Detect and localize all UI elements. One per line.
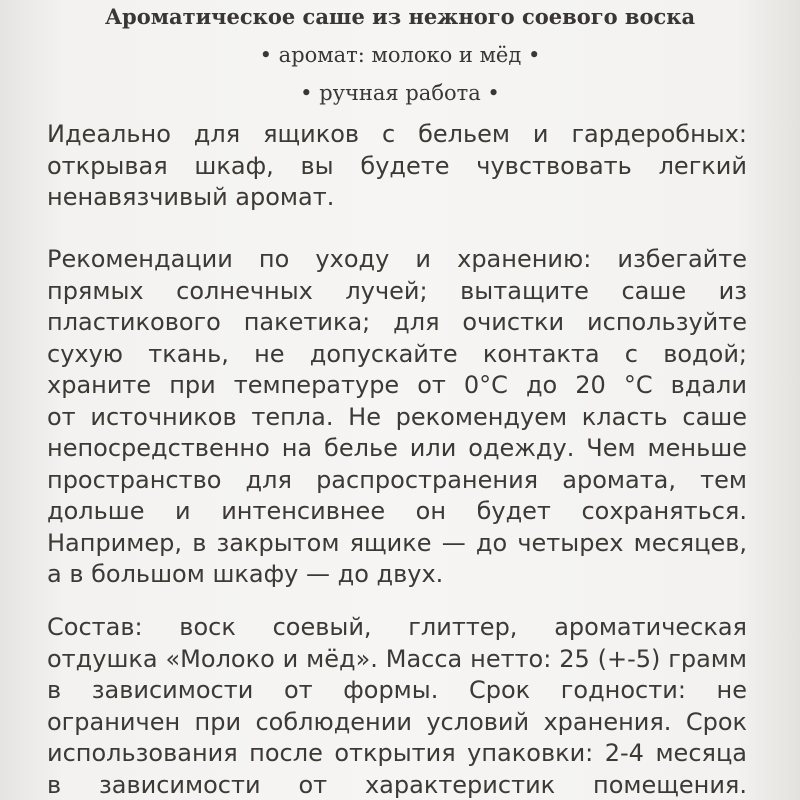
text-line: в зависимости от характеристик помещения.	[47, 770, 747, 799]
text-line: открывая шкаф, вы будете чувствовать легкий	[47, 151, 747, 180]
text-line: прямых солнечных лучей; вытащите саше из	[47, 276, 747, 305]
text-line: Состав: воск соевый, глиттер, ароматическая	[47, 613, 747, 641]
text-line: Идеально для ящиков с бельем и гардеробных:	[47, 120, 747, 148]
text-line: пластикового пакетика; для очистки используйте	[47, 308, 747, 336]
care-paragraph	[47, 244, 747, 591]
text-line: пространство для распространения аромата, тем	[47, 465, 747, 494]
text-line: Рекомендации по уходу и хранению: избегайте	[47, 245, 747, 273]
usage-paragraph	[47, 119, 747, 214]
label-header	[0, 2, 800, 112]
text-line: дольше и интенсивнее он будет сохраняться.	[47, 497, 747, 525]
text-line: храните при температуре от 0°C до 20 °C вдали	[47, 371, 747, 399]
text-line: непосредственно на белье или одежду. Чем меньше	[47, 434, 747, 462]
text-line: а в большом шкафу — до двух.	[47, 560, 444, 588]
text-line: в зависимости от формы. Срок годности: не	[47, 676, 747, 704]
text-line: Например, в закрытом ящике — до четырех месяцев,	[47, 528, 747, 557]
composition-paragraph	[47, 612, 747, 800]
handmade-line: • ручная работа •	[300, 81, 500, 105]
text-line: ограничен при соблюдении условий хранения. Срок	[47, 707, 747, 736]
product-title: Ароматическое саше из нежного соевого воска	[104, 4, 696, 29]
text-line: отдушка «Молоко и мёд». Масса нетто: 25 (+-5) грамм	[47, 644, 747, 673]
text-line: от источников тепла. Не рекомендуем класть саше	[47, 402, 747, 431]
text-line: использования после открытия упаковки: 2-4 месяца	[47, 739, 747, 767]
text-line: ненавязчивый аромат.	[47, 183, 335, 211]
text-line: сухую ткань, не допускайте контакта с водой;	[47, 339, 747, 368]
scent-line: • аромат: молоко и мёд •	[259, 43, 541, 67]
